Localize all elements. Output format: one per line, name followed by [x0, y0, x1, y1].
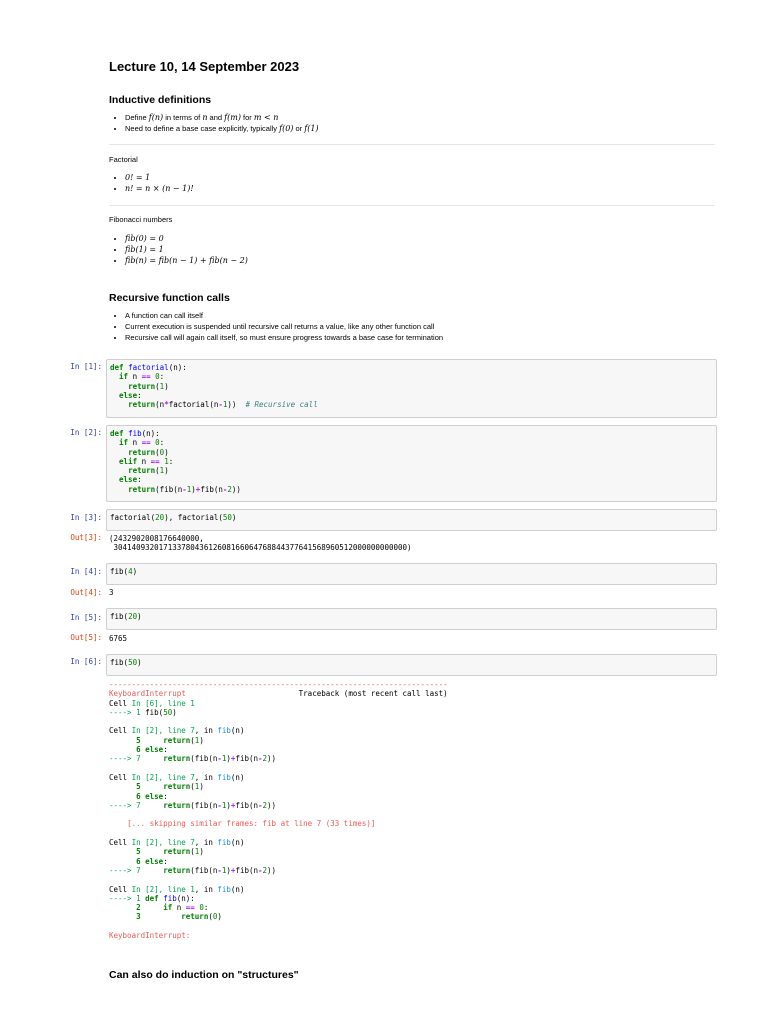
- code-cell-5[interactable]: [106, 608, 717, 630]
- cell-output: 3: [109, 588, 114, 597]
- code-editor[interactable]: fib(4): [110, 567, 138, 576]
- code-cell-3[interactable]: [106, 509, 717, 531]
- inductive-list: [109, 112, 319, 134]
- code-cell-factorial[interactable]: [106, 359, 717, 418]
- output-prompt: Out[5]:: [70, 633, 102, 642]
- fibonacci-list: [109, 233, 248, 266]
- factorial-list: [109, 172, 194, 194]
- traceback-dashes: ---------------------------------------------------------------------------: [109, 680, 448, 689]
- code-cell-fib[interactable]: [106, 425, 717, 502]
- code-cell-4[interactable]: [106, 563, 717, 585]
- traceback-skip: [... skipping similar frames: fib at line 7 (33 times)]: [127, 819, 376, 829]
- recursive-heading: Recursive function calls: [109, 292, 230, 304]
- recursive-list: [109, 310, 443, 343]
- list-item: • fib(0) = 0: [125, 233, 248, 244]
- factorial-label: Factorial: [109, 155, 138, 164]
- traceback-header: Traceback (most recent call last): [298, 689, 448, 699]
- input-prompt: In [5]:: [70, 613, 102, 622]
- list-item: • fib(n) = fib(n − 1) + fib(n − 2): [125, 255, 248, 266]
- traceback-error: KeyboardInterrupt: [109, 689, 186, 699]
- input-prompt: In [1]:: [70, 362, 102, 371]
- code-editor[interactable]: factorial(20), factorial(50): [110, 513, 237, 522]
- fibonacci-label: Fibonacci numbers: [109, 215, 173, 224]
- inductive-heading: Inductive definitions: [109, 94, 212, 106]
- structures-heading: Can also do induction on "structures": [109, 969, 299, 981]
- output-prompt: Out[3]:: [70, 533, 102, 542]
- cell-output: (2432902008176640000, 30414093201713378043612608166064768844377641568960512000000000000): [109, 534, 412, 553]
- code-editor[interactable]: def fib(n): if n == 0: return(0) elif n == 1: return(1) else: return(fib(n-1)+fib(n-2)): [110, 429, 241, 494]
- code-editor[interactable]: fib(20): [110, 612, 142, 621]
- list-item: • Recursive call will again call itself, so must ensure progress towards a base case for termination: [125, 332, 443, 343]
- list-item: • n! = n × (n − 1)!: [125, 183, 194, 194]
- list-item: • 0! = 1: [125, 172, 194, 183]
- list-item: • Need to define a base case explicitly, typically f(0) or f(1): [125, 123, 319, 134]
- code-cell-6[interactable]: [106, 654, 717, 676]
- divider: [109, 144, 715, 145]
- traceback-final: KeyboardInterrupt:: [109, 931, 195, 941]
- code-editor[interactable]: def factorial(n): if n == 0: return(1) else: return(n*factorial(n-1)) # Recursive call: [110, 363, 318, 410]
- input-prompt: In [3]:: [70, 513, 102, 522]
- page-title: Lecture 10, 14 September 2023: [109, 59, 300, 74]
- input-prompt: In [2]:: [70, 428, 102, 437]
- divider: [109, 205, 715, 206]
- traceback-output: --------------------------------------------------------------------------- KeyboardInterrupt Traceback (most recent call last) Cell In [6], line 1 ----> 1 fib(50) Cell In [2], line 7, in fib(n) 5 return(1) 6 else: ----> 7 return(fib(n-1)+fib(n-2)) Cell In [2], line 7, in fib(n) 5 return(1) 6 else: ----> 7 return(fib(n-1)+fib(n-2)) [... skipping similar frames: fib at line 7 (33 times)] Cell In [2], line 7, in fib(n) 5 return(1) 6 else: ----> 7 return(fib(n-1)+fib(n-2)) Cell In [2], line 1, in fib(n) ----> 1 def fib(n): 2 if n == 0: 3 return(0) KeyboardInterrupt:: [109, 680, 448, 941]
- output-prompt: Out[4]:: [70, 588, 102, 597]
- input-prompt: In [4]:: [70, 567, 102, 576]
- cell-output: 6765: [109, 634, 128, 643]
- list-item: • Define f(n) in terms of n and f(m) for m < n: [125, 112, 319, 123]
- code-editor[interactable]: fib(50): [110, 658, 142, 667]
- input-prompt: In [6]:: [70, 657, 102, 666]
- list-item: • A function can call itself: [125, 310, 443, 321]
- list-item: • Current execution is suspended until recursive call returns a value, like any other function call: [125, 321, 443, 332]
- list-item: • fib(1) = 1: [125, 244, 248, 255]
